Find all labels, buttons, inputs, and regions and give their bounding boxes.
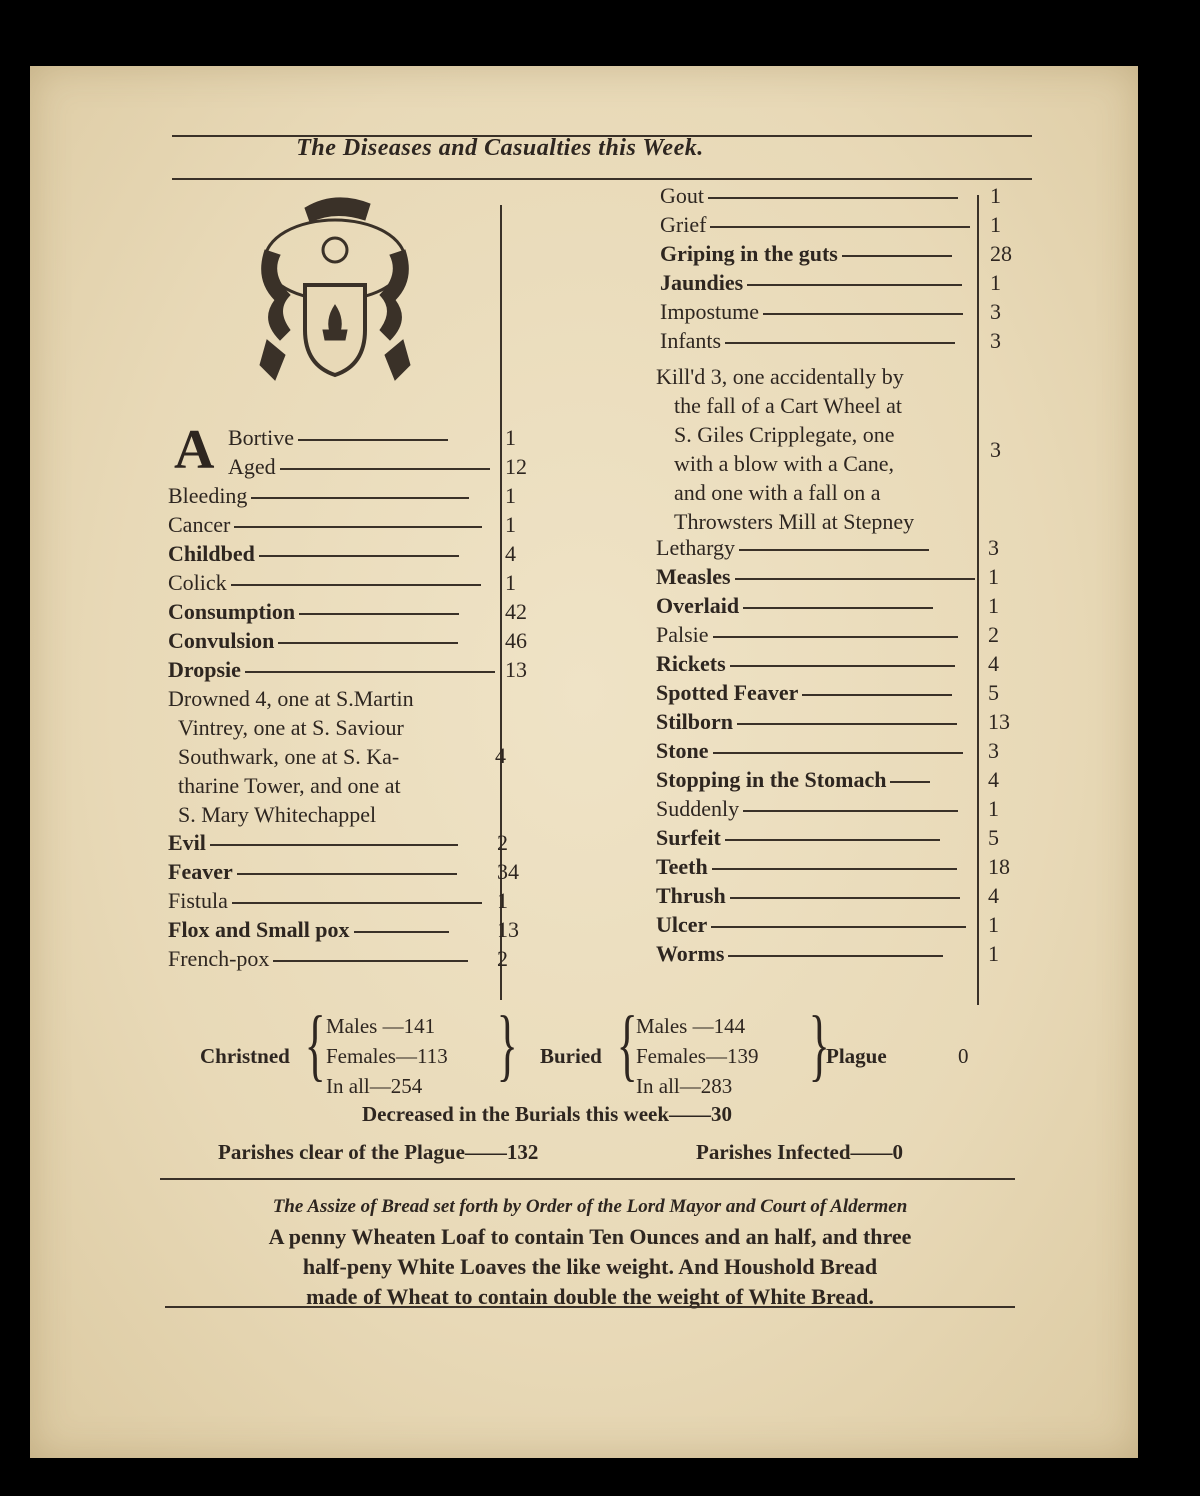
- right_entries_bottom-value: 4: [988, 651, 999, 676]
- left_entries-label: Bleeding: [168, 483, 248, 508]
- drowned-line: Southwark, one at S. Ka-: [178, 744, 400, 769]
- buried-males: Males —144: [636, 1014, 746, 1038]
- entry-row: [228, 424, 448, 452]
- decreased-burials: Decreased in the Burials this week——30: [362, 1102, 733, 1126]
- christned-females: Females—113: [326, 1044, 448, 1068]
- entry-row: [168, 627, 458, 655]
- leader-dash: [712, 868, 957, 870]
- buried-total: In all—283: [636, 1074, 733, 1098]
- right_entries_bottom-label: Stopping in the Stomach: [656, 767, 887, 792]
- left_entries_2-value: 1: [497, 888, 508, 913]
- entry-row: [168, 569, 481, 597]
- left_entries-value: 1: [505, 483, 516, 508]
- leader-dash: [273, 960, 468, 962]
- leader-dash: [735, 578, 975, 580]
- left_entries-value: 42: [505, 599, 527, 624]
- right_entries_bottom-value: 13: [988, 709, 1010, 734]
- entry-row: [168, 829, 458, 857]
- right_entries_top-label: Jaundies: [660, 270, 744, 295]
- christned-brace-right: }: [496, 1001, 518, 1089]
- leader-dash: [739, 549, 929, 551]
- entry-row: [656, 679, 952, 707]
- leader-dash: [251, 497, 469, 499]
- parishes-clear: Parishes clear of the Plague——132: [218, 1140, 539, 1164]
- left_entries-label: Convulsion: [168, 628, 275, 653]
- leader-dash: [725, 342, 955, 344]
- right_entries_top-label: Griping in the guts: [660, 241, 838, 266]
- leader-dash: [710, 226, 970, 228]
- right_entries_bottom-value: 1: [988, 564, 999, 589]
- left_entries_2-label: Feaver: [168, 859, 233, 884]
- right_entries_top-value: 28: [990, 241, 1012, 266]
- entry-row: [660, 298, 963, 326]
- left_entries-value: 1: [505, 512, 516, 537]
- right_entries_bottom-label: Ulcer: [656, 912, 708, 937]
- left_entries-value: 46: [505, 628, 527, 653]
- right_entries_bottom-value: 4: [988, 883, 999, 908]
- christned-total: In all—254: [326, 1074, 423, 1098]
- leader-dash: [713, 636, 958, 638]
- left_entries-label: Bortive: [228, 425, 294, 450]
- leader-dash: [728, 955, 943, 957]
- left_entries_2-label: French-pox: [168, 946, 270, 971]
- leader-dash: [278, 642, 458, 644]
- leader-dash: [299, 613, 459, 615]
- entry-row: [656, 795, 958, 823]
- left_entries-value: 4: [505, 541, 516, 566]
- right_entries_bottom-value: 4: [988, 767, 999, 792]
- right-column-divider: [977, 195, 979, 1005]
- left_entries_2-value: 13: [497, 917, 519, 942]
- left_entries_2-label: Fistula: [168, 888, 228, 913]
- entry-row: [660, 240, 952, 268]
- assize-top-rule: [160, 1178, 1015, 1180]
- left_entries_2-value: 2: [497, 830, 508, 855]
- drowned-line: Drowned 4, one at S.Martin: [168, 686, 414, 711]
- buried-label: Buried: [540, 1044, 602, 1068]
- drowned-value: 4: [495, 743, 506, 768]
- bottom-rule: [165, 1306, 1015, 1308]
- entry-row: [656, 911, 966, 939]
- leader-dash: [713, 752, 963, 754]
- leader-dash: [737, 723, 957, 725]
- leader-dash: [237, 873, 457, 875]
- right_entries_top-label: Grief: [660, 212, 707, 237]
- entry-row: [656, 621, 958, 649]
- leader-dash: [210, 844, 458, 846]
- killed-line: S. Giles Cripplegate, one: [674, 422, 895, 447]
- entry-row: [656, 766, 930, 794]
- killed-line: with a blow with a Cane,: [674, 451, 894, 476]
- leader-dash: [259, 555, 459, 557]
- left_entries-label: Consumption: [168, 599, 296, 624]
- leader-dash: [245, 671, 495, 673]
- leader-dash: [802, 694, 952, 696]
- christned-males: Males —141: [326, 1014, 436, 1038]
- killed-line: Throwsters Mill at Stepney: [674, 509, 915, 534]
- right_entries_bottom-label: Lethargy: [656, 535, 736, 560]
- buried-brace-right: }: [808, 1001, 830, 1089]
- leader-dash: [234, 526, 482, 528]
- drop-cap-a: A: [174, 419, 215, 481]
- leader-dash: [747, 284, 962, 286]
- entry-row: [656, 853, 957, 881]
- coat-of-arms-emblem: [245, 190, 425, 390]
- right_entries_bottom-value: 1: [988, 796, 999, 821]
- left_entries_2-label: Flox and Small pox: [168, 917, 350, 942]
- left_entries-label: Dropsie: [168, 657, 241, 682]
- right_entries_bottom-value: 5: [988, 825, 999, 850]
- left_entries-label: Childbed: [168, 541, 255, 566]
- entry-row: [660, 269, 962, 297]
- entry-row: [168, 858, 457, 886]
- leader-dash: [743, 810, 958, 812]
- christned-brace-left: {: [304, 1001, 326, 1089]
- right_entries_bottom-label: Thrush: [656, 883, 726, 908]
- entry-row: [656, 940, 943, 968]
- right_entries_bottom-label: Palsie: [656, 622, 709, 647]
- right_entries_bottom-value: 1: [988, 593, 999, 618]
- christned-label: Christned: [200, 1044, 290, 1068]
- leader-dash: [708, 197, 958, 199]
- killed-value: 3: [990, 437, 1001, 462]
- entry-row: [656, 708, 957, 736]
- right_entries_top-label: Impostume: [660, 299, 759, 324]
- entry-row: [656, 534, 929, 562]
- left_entries-label: Aged: [228, 454, 276, 479]
- entry-row: [656, 824, 940, 852]
- leader-dash: [280, 468, 490, 470]
- right_entries_bottom-label: Overlaid: [656, 593, 740, 618]
- leader-dash: [890, 781, 930, 783]
- left_entries-value: 1: [505, 570, 516, 595]
- parishes-infected: Parishes Infected——0: [696, 1140, 904, 1164]
- entry-row: [656, 563, 975, 591]
- right_entries_top-value: 3: [990, 299, 1001, 324]
- leader-dash: [298, 439, 448, 441]
- right_entries_bottom-value: 18: [988, 854, 1010, 879]
- entry-row: [228, 453, 490, 481]
- left_entries-value: 12: [505, 454, 527, 479]
- entry-row: [168, 916, 449, 944]
- buried-females: Females—139: [636, 1044, 759, 1068]
- right_entries_bottom-label: Measles: [656, 564, 731, 589]
- left_entries-label: Cancer: [168, 512, 231, 537]
- right_entries_bottom-value: 1: [988, 912, 999, 937]
- right_entries_bottom-value: 2: [988, 622, 999, 647]
- left_entries-value: 1: [505, 425, 516, 450]
- right_entries_top-label: Infants: [660, 328, 722, 353]
- leader-dash: [730, 897, 960, 899]
- right_entries_bottom-label: Surfeit: [656, 825, 721, 850]
- entry-row: [168, 656, 495, 684]
- entry-row: [656, 592, 933, 620]
- leader-dash: [232, 902, 482, 904]
- title-rule: [172, 178, 1032, 180]
- right_entries_bottom-label: Worms: [656, 941, 725, 966]
- drowned-line: tharine Tower, and one at: [178, 773, 401, 798]
- entry-row: [656, 737, 963, 765]
- leader-dash: [842, 255, 952, 257]
- killed-line: the fall of a Cart Wheel at: [674, 393, 903, 418]
- right_entries_bottom-value: 1: [988, 941, 999, 966]
- leader-dash: [725, 839, 940, 841]
- left_entries_2-label: Evil: [168, 830, 206, 855]
- right_entries_top-value: 3: [990, 328, 1001, 353]
- killed-line: Kill'd 3, one accidentally by: [656, 364, 904, 389]
- right_entries_bottom-value: 5: [988, 680, 999, 705]
- leader-dash: [711, 926, 966, 928]
- right_entries_bottom-label: Suddenly: [656, 796, 740, 821]
- right_entries_bottom-value: 3: [988, 535, 999, 560]
- entry-row: [168, 540, 459, 568]
- leader-dash: [743, 607, 933, 609]
- entry-row: [168, 598, 459, 626]
- assize-line-3: half-peny White Loaves the like weight. And Houshold Bread: [302, 1254, 878, 1279]
- left_entries-label: Colick: [168, 570, 227, 595]
- drowned-line: Vintrey, one at S. Saviour: [178, 715, 404, 740]
- right_entries_bottom-label: Spotted Feaver: [656, 680, 799, 705]
- right_entries_bottom-label: Stilborn: [656, 709, 734, 734]
- right_entries_bottom-value: 3: [988, 738, 999, 763]
- leader-dash: [354, 931, 449, 933]
- assize-line-4: made of Wheat to contain double the weight of White Bread.: [306, 1284, 874, 1309]
- entry-row: [660, 182, 958, 210]
- page-title: The Diseases and Casualties this Week.: [296, 135, 704, 161]
- right_entries_top-value: 1: [990, 212, 1001, 237]
- plague-label: Plague: [826, 1044, 887, 1068]
- right_entries_top-value: 1: [990, 270, 1001, 295]
- leader-dash: [730, 665, 955, 667]
- right_entries_bottom-label: Teeth: [656, 854, 708, 879]
- assize-of-bread: [150, 1192, 1030, 1312]
- leader-dash: [231, 584, 481, 586]
- left_entries-value: 13: [505, 657, 527, 682]
- entry-row: [168, 887, 482, 915]
- entry-row: [168, 511, 482, 539]
- entry-row: [660, 327, 955, 355]
- entry-row: [168, 945, 468, 973]
- leader-dash: [763, 313, 963, 315]
- right_entries_bottom-label: Stone: [656, 738, 709, 763]
- assize-line-2: A penny Wheaten Loaf to contain Ten Ounces and an half, and three: [268, 1224, 912, 1249]
- left_entries_2-value: 2: [497, 946, 508, 971]
- assize-heading: The Assize of Bread set forth by Order of the Lord Mayor and Court of Aldermen: [272, 1196, 908, 1217]
- entry-row: [656, 882, 960, 910]
- drowned-line: S. Mary Whitechappel: [178, 802, 377, 827]
- right_entries_top-label: Gout: [660, 183, 704, 208]
- buried-brace-left: {: [616, 1001, 638, 1089]
- entry-row: [660, 211, 970, 239]
- entry-row: [656, 650, 955, 678]
- left_entries_2-value: 34: [497, 859, 519, 884]
- killed-line: and one with a fall on a: [674, 480, 881, 505]
- right_entries_bottom-label: Rickets: [656, 651, 726, 676]
- entry-row: [168, 482, 469, 510]
- right_entries_top-value: 1: [990, 183, 1001, 208]
- plague-value: 0: [958, 1044, 969, 1068]
